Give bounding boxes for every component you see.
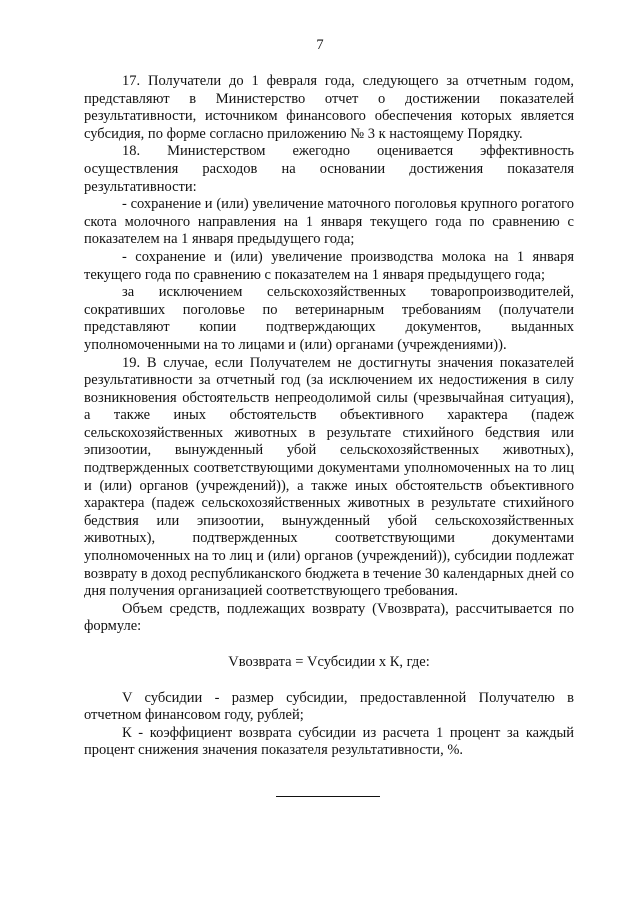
- paragraph-17: 17. Получатели до 1 февраля года, следующего за отчетным годом, представляют в Министерство отчет о достижении показателей результативности, источником финансового обеспечения которых является субсидия, по форме согласно приложению № 3 к настоящему Порядку.: [84, 73, 574, 142]
- paragraph-18-item-livestock: - сохранение и (или) увеличение маточного поголовья крупного рогатого скота молочного направления на 1 января текущего года по сравнению с показателем на 1 января предыдущего года;: [84, 196, 574, 248]
- page-number: 7: [316, 37, 324, 53]
- refund-formula: Vвозврата = Vсубсидии x К, где:: [228, 654, 430, 670]
- document-body: [84, 73, 574, 760]
- definition-coefficient: К - коэффициент возврата субсидии из расчета 1 процент за каждый процент снижения значения показателя результативности, %.: [84, 724, 574, 759]
- end-divider-line: [276, 796, 380, 797]
- paragraph-18-exception: за исключением сельскохозяйственных товаропроизводителей, сокративших поголовье по ветеринарным требованиям (получатели представляют копии подтверждающих документов, выданных уполномоченными на то лицами и (или) органами (учреждениями)).: [84, 284, 574, 353]
- paragraph-18-item-milk: - сохранение и (или) увеличение производства молока на 1 января текущего года по сравнению с показателем на 1 января предыдущего года;: [84, 248, 574, 283]
- paragraph-19: 19. В случае, если Получателем не достигнуты значения показателей результативности за отчетный год (за исключением их недостижения в силу возникновения обстоятельств непреодолимой силы (чрезвычайная ситуация), а также иных обстоятельств объективного характера (падеж сельскохозяйственных животных в результате стихийного бедствия или эпизоотии, вынужденный убой сельскохозяйственных животных), подтвержденных соответствующими документами уполномоченных на то лиц и (или) органов (учреждений)), а также иных обстоятельств объективного характера (падеж сельскохозяйственных животных в результате стихийного бедствия или эпизоотии, вынужденный убой сельскохозяйственных животных), подтвержденных соответствующими документами уполномоченных на то лиц и (или) органов (учреждений)), субсидии подлежат возврату в доход республиканского бюджета в течение 30 календарных дней со дня получения организацией соответствующего требования.: [84, 354, 574, 600]
- paragraph-18: 18. Министерством ежегодно оценивается эффективность осуществления расходов на основании достижения показателя результативности:: [84, 143, 574, 195]
- definition-subsidy: V субсидии - размер субсидии, предоставленной Получателю в отчетном финансовом году, рублей;: [84, 689, 574, 724]
- paragraph-refund-volume: Объем средств, подлежащих возврату (Vвозврата), рассчитывается по формуле:: [84, 600, 574, 635]
